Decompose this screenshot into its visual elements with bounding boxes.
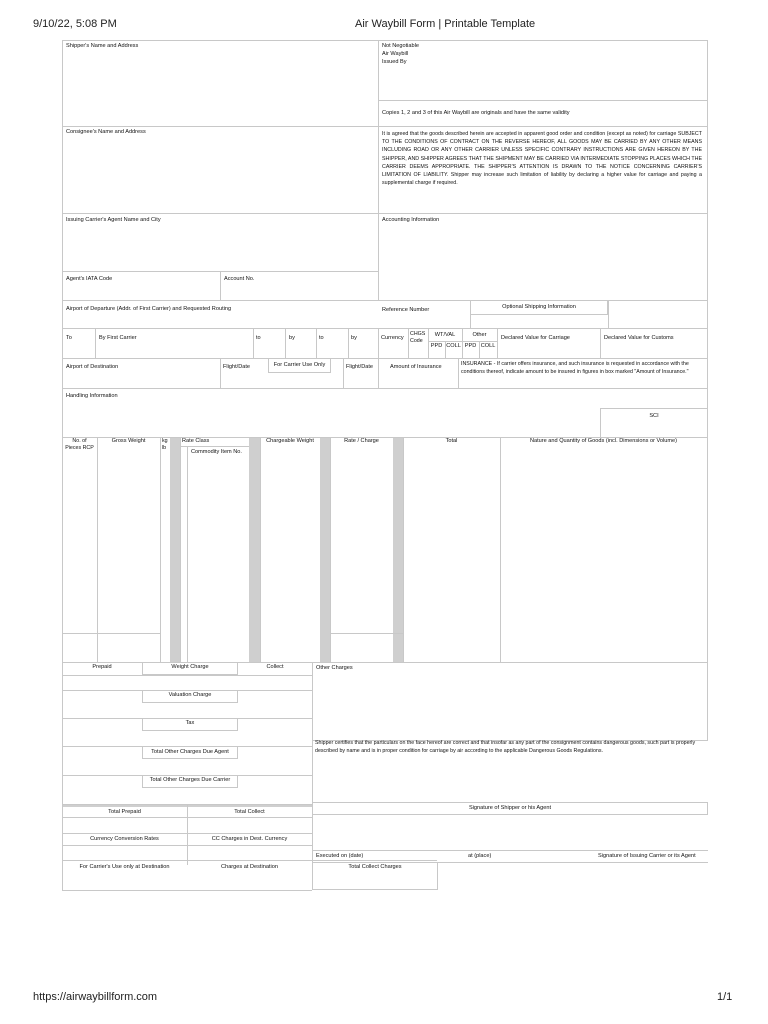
rate-class-band xyxy=(170,437,180,662)
wt-val-label: WT/VAL xyxy=(434,332,456,338)
frame-right xyxy=(707,40,708,662)
line xyxy=(62,833,312,834)
chargeable-weight-band xyxy=(249,437,260,662)
total-band xyxy=(393,437,403,662)
line xyxy=(62,890,312,891)
line xyxy=(330,633,403,634)
line xyxy=(95,328,96,358)
charges-destination-label: Charges at Destination xyxy=(221,864,278,870)
flight-date-label: Flight/Date xyxy=(223,364,251,370)
at-place-label: at (place) xyxy=(468,853,492,859)
collect-label: Collect xyxy=(266,664,284,670)
line xyxy=(330,437,331,662)
line xyxy=(348,328,349,358)
line xyxy=(600,328,601,358)
valuation-charge-label: Valuation Charge xyxy=(168,692,212,698)
shipper-name-label: Shipper's Name and Address xyxy=(66,43,139,49)
line xyxy=(62,817,312,818)
line xyxy=(220,271,221,300)
to-label-3: to xyxy=(319,335,324,341)
line xyxy=(403,437,404,662)
rate-class-label: Rate Class xyxy=(182,438,210,444)
line xyxy=(62,328,708,329)
frame-top xyxy=(62,40,708,41)
sci-label: SCI xyxy=(649,413,659,419)
line xyxy=(160,437,161,662)
executed-on-label: Executed on (date) xyxy=(316,853,364,859)
line xyxy=(500,437,501,662)
air-waybill-label: Air Waybill xyxy=(382,51,409,57)
reference-number-label: Reference Number xyxy=(382,307,430,313)
print-datetime: 9/10/22, 5:08 PM xyxy=(33,18,117,30)
flight-date-label-2: Flight/Date xyxy=(346,364,374,370)
line xyxy=(458,358,459,388)
total-label: Total xyxy=(445,438,458,444)
line xyxy=(408,328,409,358)
line xyxy=(707,662,708,740)
other-charges-label: Other Charges xyxy=(316,665,353,671)
currency-conversion-label: Currency Conversion Rates xyxy=(90,836,159,842)
commodity-item-label: Commodity Item No. xyxy=(191,449,242,455)
line xyxy=(62,845,312,846)
no-pieces-label: No. of Pieces RCP xyxy=(65,438,94,452)
optional-shipping-label: Optional Shipping Information xyxy=(502,304,576,310)
chargeable-weight-label: Chargeable Weight xyxy=(266,438,314,444)
line xyxy=(285,328,286,358)
conditions-text: It is agreed that the goods described herein are accepted in apparent good order and condition (except as noted) for carriage SUBJECT TO THE CONDITIONS OF CONTRACT ON THE REVERSE HEREOF, ALL GOODS MAY BE CARRIED BY ANY OTHER MEANS INCLUDING ROAD OR ANY OTHER CARRIER UNLESS SPECIFIC CONTRARY INSTRUCTIONS ARE GIVEN HEREON BY THE SHIPPER, AND SHIPPER AGREES THAT THE SHIPMENT MAY BE CARRIED VIA INTERMEDIATE STOPPING PLACES WHICH THE CARRIER DEEMS APPROPRIATE. THE SHIPPER'S ATTENTION IS DRAWN TO THE NOTICE CONCERNING CARRIER'S LIMITATION OF LIABILITY. Shipper may increase such limitation of liability by declaring a higher value for carriage and paying a supplemental charge if required. xyxy=(382,131,702,187)
line xyxy=(253,328,254,358)
total-collect-label: Total Collect xyxy=(234,809,265,815)
not-negotiable-label: Not Negotiable xyxy=(382,43,420,49)
agent-iata-label: Agent's IATA Code xyxy=(66,276,113,282)
issued-by-label: Issued By xyxy=(382,59,407,65)
shipper-certifies-text: Shipper certifies that the particulars on the face hereof are correct and that insofar as any part of the consignment contains dangerous goods, such part is properly described by name and is in proper condition for carriage by air according to the applicable Dangerous Goods Regulations. xyxy=(315,740,696,754)
total-collect-charges-label: Total Collect Charges xyxy=(348,864,402,870)
frame-left xyxy=(62,40,63,890)
line xyxy=(378,328,379,388)
other-label: Other xyxy=(472,332,487,338)
line xyxy=(428,341,497,342)
line xyxy=(378,100,708,101)
wtval-ppd-label: PPD xyxy=(430,343,443,349)
line xyxy=(62,675,312,676)
kg-lb-label: kg lb xyxy=(162,438,168,452)
rate-band xyxy=(320,437,330,662)
line xyxy=(220,358,221,388)
other-ppd-label: PPD xyxy=(464,343,477,349)
line xyxy=(62,213,708,214)
by-label-2: by xyxy=(289,335,295,341)
to-label: To xyxy=(66,335,72,341)
declared-carriage-label: Declared Value for Carriage xyxy=(501,335,570,341)
to-label-2: to xyxy=(256,335,261,341)
chgs-code-label: CHGS Code xyxy=(410,331,426,344)
total-other-agent-label: Total Other Charges Due Agent xyxy=(151,749,229,755)
handling-info-label: Handling Information xyxy=(66,393,118,399)
by-label-3: by xyxy=(351,335,357,341)
airport-departure-label: Airport of Departure (Addr. of First Carrier) and Requested Routing xyxy=(66,306,232,312)
accounting-info-label: Accounting Information xyxy=(382,217,440,223)
line xyxy=(180,437,181,662)
page-title: Air Waybill Form | Printable Template xyxy=(355,18,536,30)
page-count: 1/1 xyxy=(717,991,733,1003)
line xyxy=(312,662,313,890)
consignee-label: Consignee's Name and Address xyxy=(66,129,146,135)
line xyxy=(62,126,708,127)
total-prepaid-label: Total Prepaid xyxy=(108,809,141,815)
carrier-use-destination-label: For Carrier's Use only at Destination xyxy=(79,864,170,870)
line xyxy=(608,300,609,328)
line xyxy=(260,437,261,662)
line xyxy=(180,446,249,447)
wtval-coll-label: COLL xyxy=(446,343,461,349)
weight-charge-label: Weight Charge xyxy=(171,664,209,670)
line xyxy=(600,408,708,409)
line xyxy=(316,328,317,358)
rate-charge-label: Rate / Charge xyxy=(344,438,379,444)
copies-note: Copies 1, 2 and 3 of this Air Waybill are originals and have the same validity xyxy=(382,110,570,116)
account-no-label: Account No. xyxy=(224,276,255,282)
amount-insurance-label: Amount of Insurance xyxy=(390,364,442,370)
line xyxy=(62,860,437,861)
other-coll-label: COLL xyxy=(480,343,496,349)
line xyxy=(97,437,98,662)
line xyxy=(62,358,708,359)
carrier-use-only-label: For Carrier Use Only xyxy=(273,362,326,368)
cc-charges-label: CC Charges in Dest. Currency xyxy=(211,836,288,842)
line xyxy=(62,633,160,634)
line xyxy=(343,358,344,388)
nature-quantity-label: Nature and Quantity of Goods (incl. Dimensions or Volume) xyxy=(529,438,678,444)
line xyxy=(312,850,708,851)
line xyxy=(62,388,708,389)
page-url[interactable]: https://airwaybillform.com xyxy=(33,991,158,1003)
by-first-carrier-label: By First Carrier xyxy=(99,335,137,341)
signature-shipper-label: Signature of Shipper or his Agent xyxy=(468,805,552,811)
declared-customs-label: Declared Value for Customs xyxy=(604,335,674,341)
top-divider xyxy=(378,40,379,300)
issuing-agent-label: Issuing Carrier's Agent Name and City xyxy=(66,217,161,223)
currency-label: Currency xyxy=(381,335,404,341)
line xyxy=(62,300,708,301)
gross-weight-label: Gross Weight xyxy=(111,438,146,444)
tax-label: Tax xyxy=(185,720,195,726)
airport-destination-label: Airport of Destination xyxy=(66,364,119,370)
signature-carrier-label: Signature of Issuing Carrier or its Agent xyxy=(598,853,696,859)
total-other-carrier-label: Total Other Charges Due Carrier xyxy=(149,777,231,783)
line xyxy=(187,446,188,662)
line xyxy=(497,328,498,358)
insurance-text: INSURANCE - If carrier offers insurance, and such insurance is requested in accordance with the conditions thereof, indicate amount to be insured in figures in box marked "Amount of Insurance." xyxy=(461,361,689,375)
prepaid-label: Prepaid xyxy=(92,664,112,670)
